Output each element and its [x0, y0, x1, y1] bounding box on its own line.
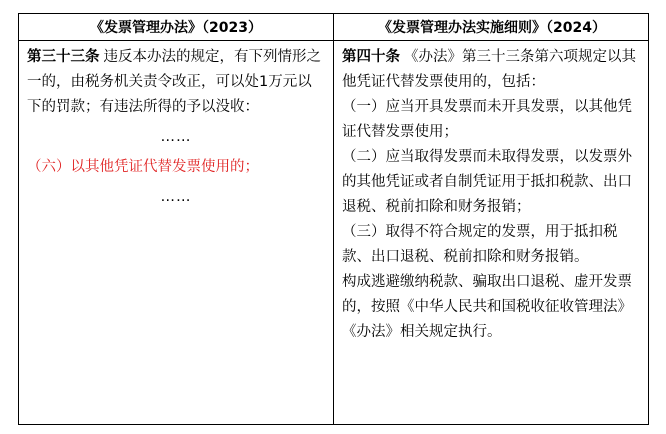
right-item-2: （二）应当取得发票而未取得发票，以发票外的其他凭证或者自制凭证用于抵扣税款、出口退税、税前扣除和财务报销； [342, 149, 632, 215]
left-ellipsis-top: …… [160, 129, 192, 145]
left-article-paragraph [27, 45, 325, 120]
header-2024-rules: 《发票管理办法实施细则》（2024） [378, 20, 606, 36]
left-item-6-highlighted: （六）以其他凭证代替发票使用的； [27, 159, 259, 175]
left-column-content [19, 41, 333, 215]
right-article-paragraph [342, 45, 640, 95]
header-2023-regulation: 《发票管理办法》（2023） [90, 20, 262, 36]
right-closing-paragraph: 构成逃避缴纳税款、骗取出口退税、虚开发票的，按照《中华人民共和国税收征收管理法》《办法》相关规定执行。 [342, 274, 632, 340]
left-article-text: 违反本办法的规定，有下列情形之一的，由税务机关责令改正，可以处1万元以下的罚款；有违法所得的予以没收： [27, 49, 321, 115]
right-item-1: （一）应当开具发票而未开具发票，以其他凭证代替发票使用； [342, 99, 632, 140]
left-ellipsis-bottom: …… [160, 189, 192, 205]
right-article-text: 《办法》第三十三条第六项规定以其他凭证代替发票使用的，包括： [342, 49, 636, 90]
comparison-table [18, 13, 649, 425]
right-column-content [334, 41, 650, 345]
left-article-label: 第三十三条 [27, 49, 100, 65]
right-item-3: （三）取得不符合规定的发票，用于抵扣税款、出口退税、税前扣除和财务报销。 [342, 224, 618, 265]
right-article-label: 第四十条 [342, 49, 400, 65]
